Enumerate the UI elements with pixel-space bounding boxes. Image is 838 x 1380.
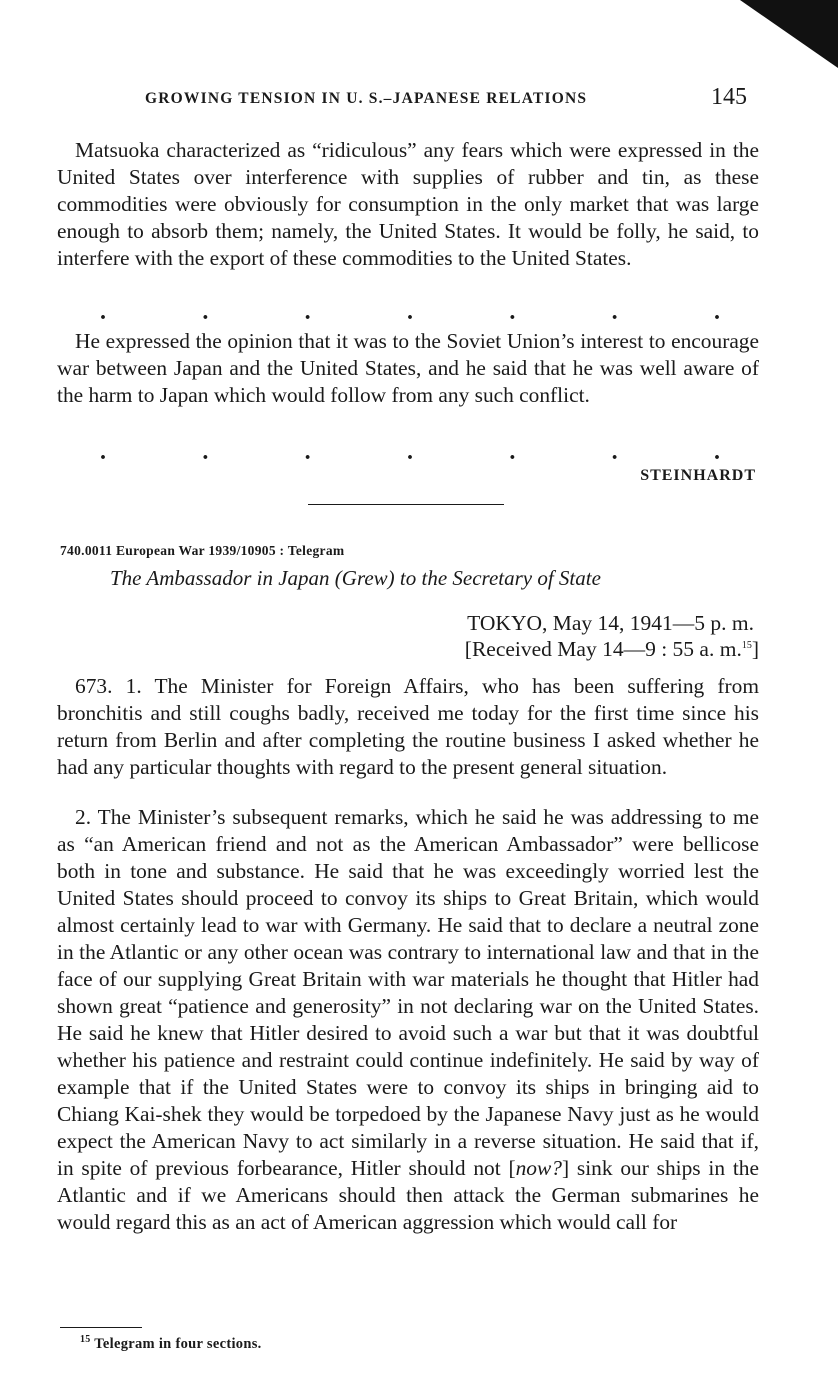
ellipsis-dot: . — [100, 439, 106, 465]
footnote-rule — [60, 1327, 142, 1328]
ellipsis-dot: . — [202, 439, 209, 465]
footnote-number: 15 — [80, 1334, 91, 1346]
ellipsis-dot: . — [611, 439, 618, 465]
document-heading — [110, 566, 601, 591]
editorial-insert: now? — [515, 1156, 562, 1180]
ellipsis-dot: . — [509, 439, 516, 465]
paragraph-1: 673. 1. The Minister for Foreign Affairs, who has been suffering from bronchitis and still coughs badly, received me today for the first time since his return from Berlin and after completing the routine business I asked whether he had any particular thoughts with regard to the present general situation. — [57, 674, 759, 779]
ellipsis-dot: . — [509, 299, 516, 325]
ellipsis-dot: . — [304, 299, 311, 325]
paragraph-soviet: He expressed the opinion that it was to the Soviet Union’s interest to encourage war between Japan and the United States, and he said that he was well aware of the harm to Japan which would follow from any such conflict. — [57, 329, 759, 407]
received-line — [465, 637, 759, 662]
running-head: GROWING TENSION IN U. S.–JAPANESE RELATIONS — [145, 90, 588, 107]
heading-suffix: ) to the Secretary of State — [387, 566, 601, 590]
received-close: ] — [751, 637, 759, 661]
paragraph-matsuoka: Matsuoka characterized as “ridiculous” any fears which were expressed in the United States over interference with supplies of rubber and tin, as these commodities were obviously for consumption in the only market that was large enough to absorb them; namely, the United States. It would be folly, he said, to interfere with the export of these commodities to the United States. — [57, 138, 759, 270]
ellipsis-dot: . — [100, 299, 106, 325]
heading-prefix: The Ambassador in Japan ( — [110, 566, 342, 590]
ellipsis-dot: . — [713, 299, 720, 325]
ellipsis-dot: . — [713, 439, 720, 465]
dateline: TOKYO, May 14, 1941—5 p. m. — [467, 611, 754, 635]
heading-name: Grew — [341, 566, 388, 590]
received-text: [Received May 14—9 : 55 a. m. — [464, 637, 742, 661]
ellipsis-dot: . — [202, 299, 209, 325]
paragraph-2 — [57, 804, 759, 1236]
ellipsis-dot: . — [304, 439, 311, 465]
ellipsis-row-2 — [100, 440, 720, 464]
page-corner-shadow — [728, 0, 838, 70]
ellipsis-row-1 — [100, 300, 720, 324]
paragraph-2-text: 2. The Minister’s subsequent remarks, which he said he was addressing to me as “an American friend and not as the American Ambassador” were bellicose both in tone and substance. He said that he was exceedingly worried lest the United States should proceed to convoy its ships to Great Britain, which would almost certainly lead to war with Germany. He said that to declare a neutral zone in the Atlantic or any other ocean was contrary to international law and that in the face of our supplying Great Britain with war materials he thought that Hitler had shown great “patience and generosity” in not declaring war on the United States. He said he knew that Hitler desired to avoid such a war but that it was doubtful whether his patience and restraint could continue indefinitely. He said by way of example that if the United States were to convoy its ships in bringing aid to Chiang Kai-shek they would be torpedoed by the Japanese Navy just as he would expect the American Navy to act similarly in a reverse situation. He said that if, in spite of previous forbearance, Hitler should not [ — [57, 805, 759, 1180]
file-reference: 740.0011 European War 1939/10905 : Telegram — [60, 543, 345, 558]
footnote-text: Telegram in four sections. — [90, 1336, 262, 1352]
ellipsis-dot: . — [406, 299, 413, 325]
footnote — [80, 1336, 262, 1353]
ellipsis-dot: . — [611, 299, 618, 325]
page-number: 145 — [711, 84, 747, 110]
ellipsis-dot: . — [406, 439, 413, 465]
section-divider — [308, 504, 504, 505]
signature: STEINHARDT — [640, 467, 756, 484]
paragraph-2-continuation: ] sink our ships in the Atlantic and if we Americans should then attack the German submarines he would regard this as an act of American aggression which would call for — [57, 1156, 759, 1234]
footnote-mark: 15 — [741, 639, 752, 651]
